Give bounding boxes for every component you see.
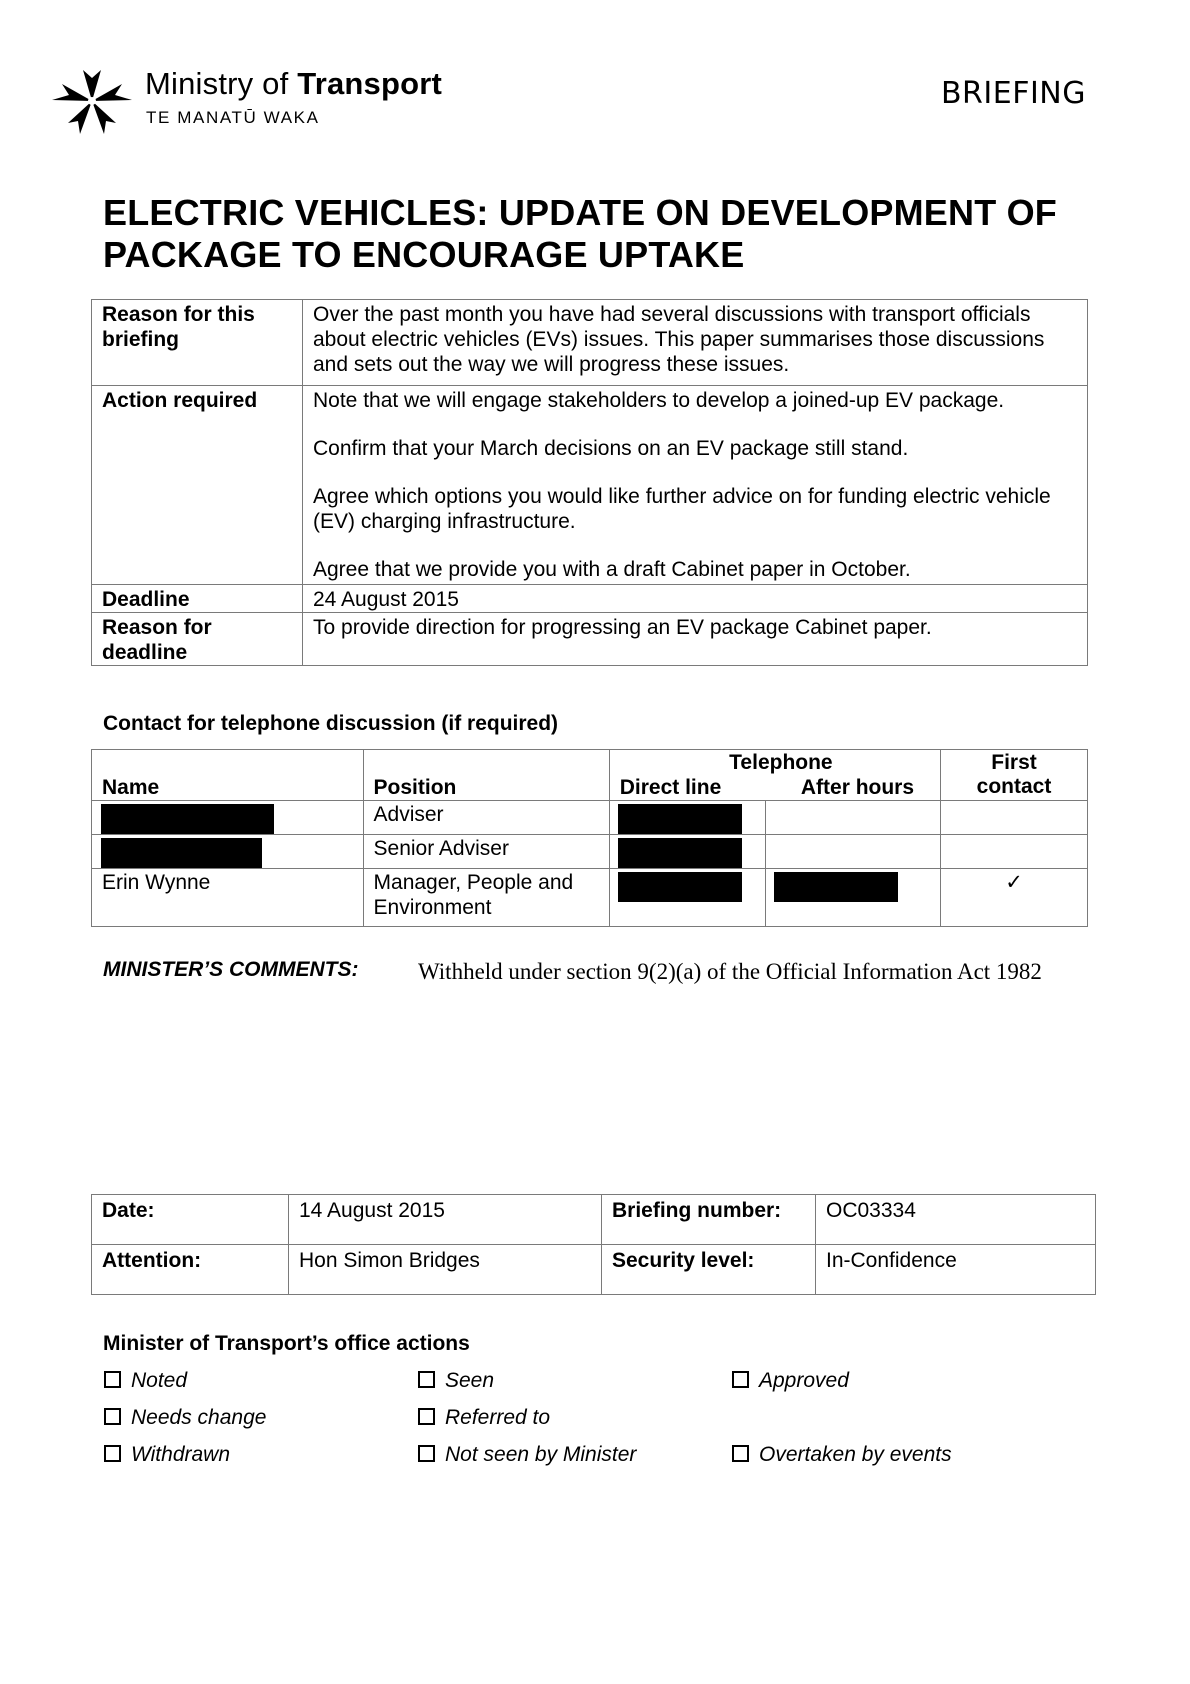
action-checkbox-seen[interactable] [418, 1369, 494, 1393]
action-checkbox-withdrawn[interactable] [104, 1443, 230, 1467]
reason-label: Reason for this briefing [92, 300, 303, 386]
ministry-name: Ministry of Transport [145, 66, 443, 101]
checkbox-icon[interactable] [418, 1408, 435, 1425]
briefing-meta-table [91, 1194, 1096, 1295]
action-checkbox-needs-change[interactable] [104, 1406, 266, 1430]
checkbox-icon[interactable] [104, 1445, 121, 1462]
checkbox-icon[interactable] [418, 1445, 435, 1462]
redaction-block [618, 804, 742, 834]
telephone-header-label: Telephone [729, 751, 833, 774]
contact-name-cell [92, 835, 364, 869]
action-checkbox-not-seen[interactable] [418, 1443, 636, 1467]
document-title: ELECTRIC VEHICLES: UPDATE ON DEVELOPMENT OF PACKAGE TO ENCOURAGE UPTAKE [103, 192, 1057, 275]
col-name-header: Name [92, 750, 364, 801]
contact-direct-line [609, 869, 765, 927]
contact-first-contact [941, 801, 1088, 835]
date-label: Date: [92, 1195, 289, 1245]
deadline-value: 24 August 2015 [303, 585, 1088, 613]
col-first-contact-header [941, 750, 1088, 801]
contact-heading: Contact for telephone discussion (if required) [103, 712, 559, 735]
redaction-block [774, 872, 898, 902]
security-level-value: In-Confidence [816, 1245, 1096, 1295]
contact-direct-line [609, 801, 765, 835]
reason-deadline-value: To provide direction for progressing an EV package Cabinet paper. [303, 613, 1088, 666]
contact-name: Erin Wynne [92, 869, 364, 927]
action-label: Needs change [131, 1406, 267, 1429]
checkbox-icon[interactable] [418, 1371, 435, 1388]
action-item: Confirm that your March decisions on an EV package still stand. [313, 437, 909, 460]
action-label: Seen [445, 1369, 495, 1392]
ministry-logo [44, 66, 514, 140]
checkbox-icon[interactable] [104, 1371, 121, 1388]
action-checkbox-referred-to[interactable] [418, 1406, 550, 1430]
contact-position: Adviser [363, 801, 609, 835]
checkbox-icon[interactable] [732, 1371, 749, 1388]
redaction-block [101, 838, 262, 868]
action-required-label: Action required [92, 386, 303, 585]
action-label: Referred to [445, 1406, 551, 1429]
withheld-stamp: Withheld under section 9(2)(a) of the Official Information Act 1982 [418, 959, 1042, 984]
redaction-block [101, 804, 274, 834]
contact-position: Senior Adviser [363, 835, 609, 869]
action-label: Noted [131, 1369, 188, 1392]
contact-position: Manager, People and Environment [363, 869, 609, 927]
action-item: Agree that we provide you with a draft Cabinet paper in October. [313, 558, 911, 581]
attention-label: Attention: [92, 1245, 289, 1295]
ministry-star-logo-icon [44, 66, 140, 136]
office-actions-heading: Minister of Transport’s office actions [103, 1332, 470, 1355]
action-checkbox-overtaken[interactable] [732, 1443, 952, 1467]
checkbox-icon[interactable] [732, 1445, 749, 1462]
briefing-summary-table [91, 299, 1088, 666]
reason-deadline-label: Reason for deadline [92, 613, 303, 666]
deadline-label: Deadline [92, 585, 303, 613]
first-contact-header-label: First contact [976, 751, 1052, 798]
redaction-block [618, 838, 742, 868]
briefing-number-value: OC03334 [816, 1195, 1096, 1245]
action-label: Overtaken by events [759, 1443, 952, 1466]
action-checkbox-noted[interactable] [104, 1369, 187, 1393]
redaction-block [618, 872, 742, 902]
contact-direct-line [609, 835, 765, 869]
action-label: Withdrawn [131, 1443, 231, 1466]
contact-first-contact: ✓ [941, 869, 1088, 927]
direct-line-header: Direct line [619, 776, 722, 799]
checkbox-icon[interactable] [104, 1408, 121, 1425]
action-item: Agree which options you would like further advice on for funding electric vehicle (EV) charging infrastructure. [313, 485, 1051, 533]
briefing-number-label: Briefing number: [602, 1195, 816, 1245]
contact-after-hours [765, 869, 940, 927]
contact-after-hours [765, 801, 940, 835]
ministry-maori-name: TE MANATŪ WAKA [146, 108, 320, 127]
security-level-label: Security level: [602, 1245, 816, 1295]
contact-first-contact [941, 835, 1088, 869]
action-label: Not seen by Minister [445, 1443, 637, 1466]
attention-value: Hon Simon Bridges [289, 1245, 602, 1295]
action-required-list [303, 386, 1088, 585]
col-position-header: Position [363, 750, 609, 801]
action-label: Approved [759, 1369, 849, 1392]
action-checkbox-approved[interactable] [732, 1369, 849, 1393]
contact-after-hours [765, 835, 940, 869]
document-type-label: BRIEFING [940, 76, 1086, 111]
after-hours-header: After hours [800, 776, 915, 799]
date-value: 14 August 2015 [289, 1195, 602, 1245]
col-telephone-header [609, 750, 940, 801]
contacts-table [91, 749, 1088, 927]
action-item: Note that we will engage stakeholders to develop a joined-up EV package. [313, 389, 1005, 412]
contact-name-cell [92, 801, 364, 835]
ministers-comments-label: MINISTER’S COMMENTS: [103, 958, 359, 981]
reason-text: Over the past month you have had several discussions with transport officials about electric vehicles (EVs) issues. This paper summarises those discussions and sets out the way we will progress these issues. [303, 300, 1088, 386]
